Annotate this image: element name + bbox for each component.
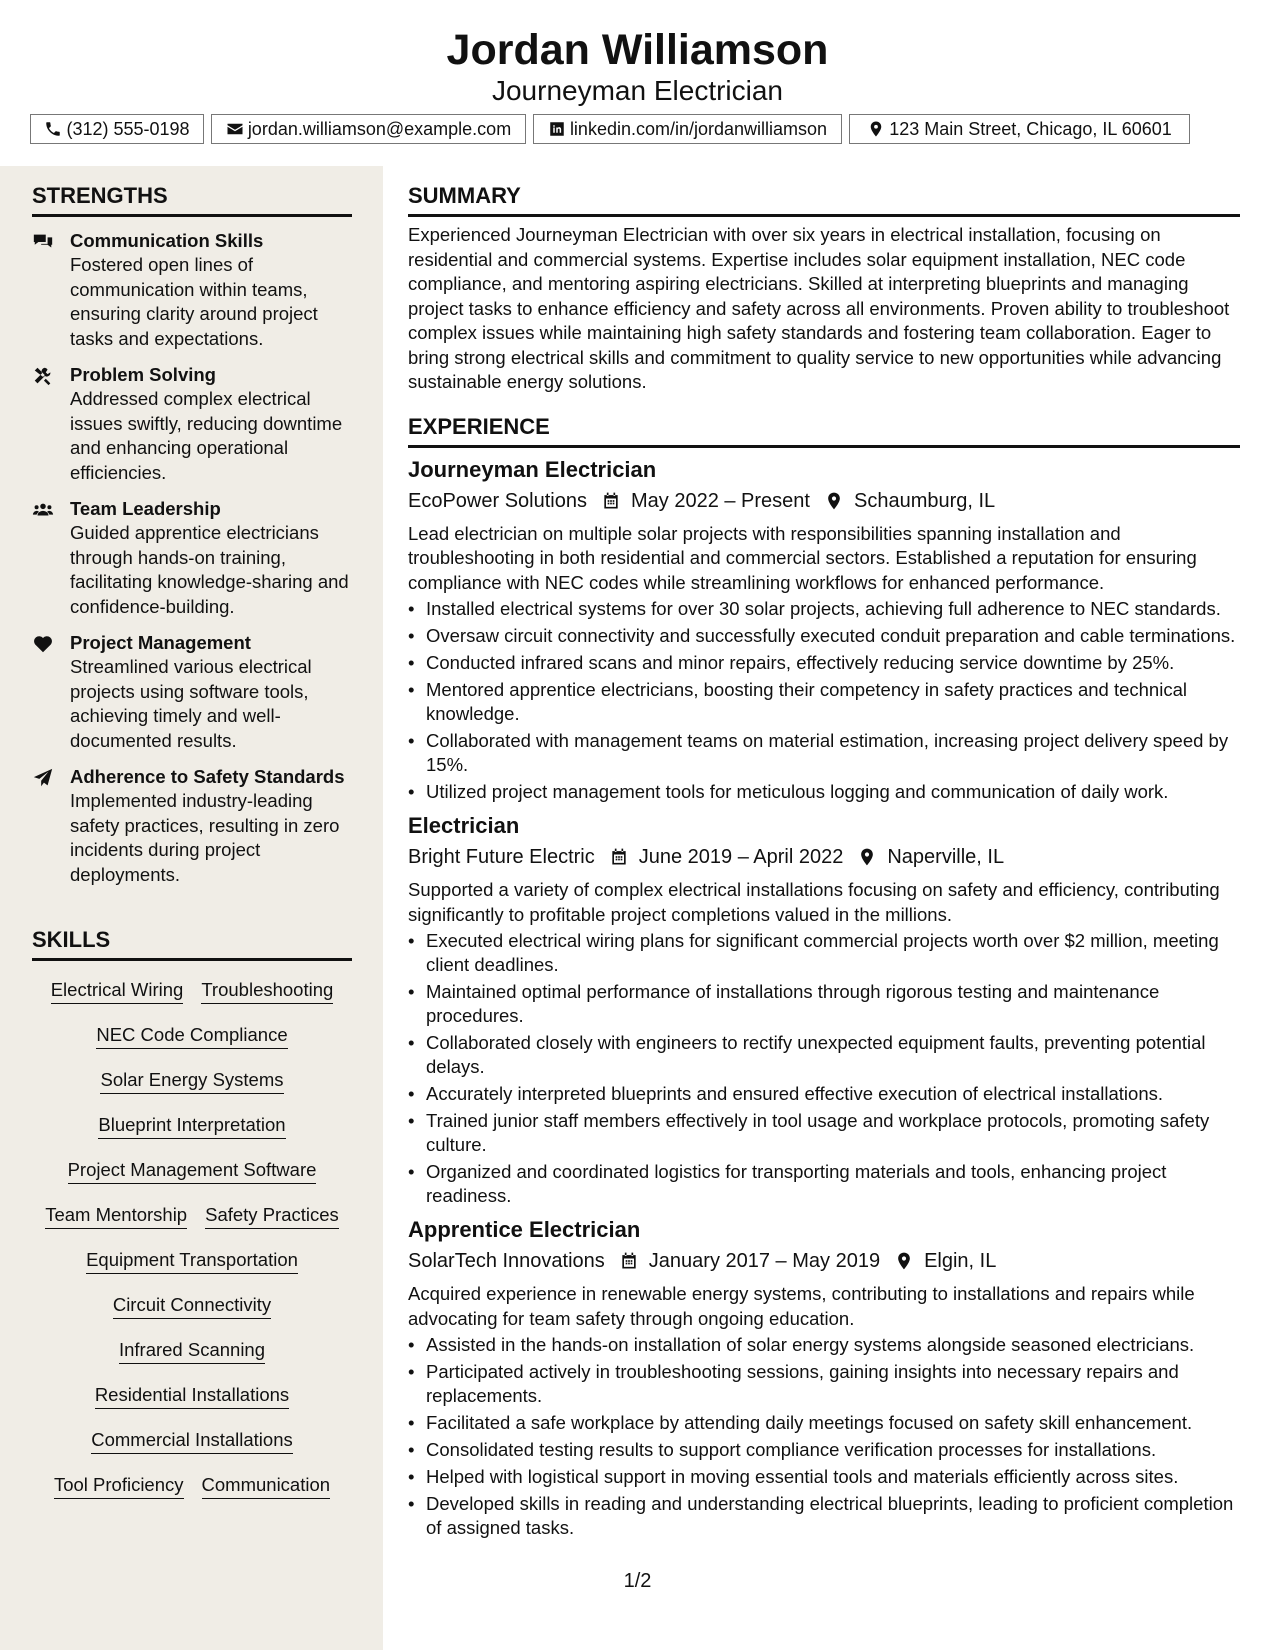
job-meta bbox=[408, 842, 1240, 872]
skill-tag: Equipment Transportation bbox=[86, 1247, 298, 1274]
strength-item bbox=[32, 765, 352, 887]
job-bullets bbox=[408, 929, 1240, 1208]
page-number: 1/2 bbox=[623, 1570, 652, 1592]
linkedin-text: linkedin.com/in/jordanwilliamson bbox=[569, 118, 828, 139]
paper-plane-icon bbox=[32, 767, 54, 789]
candidate-title: Journeyman Electrician bbox=[491, 75, 784, 106]
job-description: Supported a variety of complex electrical installations focusing on safety and efficiency, contributing significantly to profitable project completions valued in the millions. bbox=[408, 879, 1220, 925]
job-bullet: • Collaborated closely with engineers to rectify unexpected equipment faults, preventing potential delays. bbox=[408, 1031, 1240, 1079]
skills-heading: SKILLS bbox=[32, 926, 352, 961]
contact-email[interactable] bbox=[211, 114, 526, 144]
strength-title: Team Leadership bbox=[70, 498, 221, 519]
candidate-name: Jordan Williamson bbox=[446, 26, 829, 74]
skill-tag: Team Mentorship bbox=[45, 1202, 187, 1229]
skill-row bbox=[32, 1063, 352, 1108]
skill-row bbox=[32, 1153, 352, 1198]
strength-item bbox=[32, 497, 352, 619]
job-description: Acquired experience in renewable energy systems, contributing to installations and repairs while advocating for team safety through ongoing education. bbox=[408, 1283, 1195, 1329]
job-location: Schaumburg, IL bbox=[853, 489, 996, 512]
job-title: Electrician bbox=[408, 813, 520, 838]
strength-title: Adherence to Safety Standards bbox=[70, 766, 345, 787]
job-bullet: • Oversaw circuit connectivity and successfully executed conduit preparation and cable terminations. bbox=[408, 624, 1240, 648]
strength-desc: Addressed complex electrical issues swiftly, reducing downtime and enhancing operational efficiencies. bbox=[70, 388, 343, 483]
job-bullet: • Trained junior staff members effectively in tool usage and workplace protocols, promoting safety culture. bbox=[408, 1109, 1240, 1157]
summary-section bbox=[408, 182, 1240, 395]
strength-item bbox=[32, 631, 352, 753]
skill-tag: Circuit Connectivity bbox=[113, 1292, 271, 1319]
job-company: EcoPower Solutions bbox=[408, 489, 587, 512]
skill-row bbox=[32, 1333, 352, 1378]
strengths-heading: STRENGTHS bbox=[32, 182, 352, 217]
job-bullet: • Facilitated a safe workplace by attending daily meetings focused on safety skill enhancement. bbox=[408, 1411, 1240, 1435]
skill-tag: Solar Energy Systems bbox=[100, 1067, 283, 1094]
skills-list bbox=[32, 973, 352, 1513]
strength-item bbox=[32, 229, 352, 351]
job-bullet: • Accurately interpreted blueprints and ensured effective execution of electrical installations. bbox=[408, 1082, 1240, 1106]
job-bullet: • Consolidated testing results to support compliance verification processes for installations. bbox=[408, 1438, 1240, 1462]
skill-row bbox=[32, 1378, 352, 1423]
job-bullet: • Participated actively in troubleshooting sessions, gaining insights into necessary repairs and replacements. bbox=[408, 1360, 1240, 1408]
job-bullet: • Developed skills in reading and understanding electrical blueprints, leading to proficient completion of assigned tasks. bbox=[408, 1492, 1240, 1540]
job-dates: January 2017 – May 2019 bbox=[648, 1250, 881, 1272]
heart-icon bbox=[32, 633, 54, 655]
job-company: SolarTech Innovations bbox=[408, 1250, 605, 1272]
job-bullet: • Maintained optimal performance of installations through rigorous testing and maintenance procedures. bbox=[408, 980, 1240, 1028]
job-bullets bbox=[408, 1333, 1240, 1540]
users-icon bbox=[32, 499, 54, 521]
job-meta bbox=[408, 1246, 1240, 1276]
skill-tag: Residential Installations bbox=[95, 1382, 289, 1409]
email-text: jordan.williamson@example.com bbox=[247, 118, 512, 139]
job-entry bbox=[408, 1216, 1240, 1540]
map-marker-icon bbox=[824, 491, 844, 511]
job-meta bbox=[408, 486, 1240, 516]
summary-text: Experienced Journeyman Electrician with over six years in electrical installation, focusing on residential and commercial systems. Expertise includes solar equipment installation, NEC code compliance, and mentoring aspiring electricians. Skilled at interpreting blueprints and managing project tasks to enhance efficiency and safety across all environments. Proven ability to troubleshoot complex issues while maintaining high safety standards and fostering team collaboration. Eager to bring strong electrical skills and commitment to quality service to new opportunities while advancing sustainable energy solutions. bbox=[408, 224, 1230, 392]
address-text: 123 Main Street, Chicago, IL 60601 bbox=[889, 118, 1172, 139]
strength-title: Communication Skills bbox=[70, 230, 264, 251]
job-bullets bbox=[408, 597, 1240, 804]
job-location: Naperville, IL bbox=[887, 846, 1005, 868]
job-dates: May 2022 – Present bbox=[630, 489, 810, 512]
comments-icon bbox=[32, 231, 54, 253]
job-entry bbox=[408, 456, 1240, 805]
experience-section bbox=[408, 413, 1240, 1541]
main-content bbox=[408, 166, 1240, 1543]
contact-bar bbox=[30, 114, 1197, 144]
skill-tag: NEC Code Compliance bbox=[96, 1022, 287, 1049]
phone-icon bbox=[44, 120, 62, 138]
job-title: Journeyman Electrician bbox=[408, 456, 657, 482]
skill-row bbox=[32, 1018, 352, 1063]
strength-desc: Streamlined various electrical projects using software tools, achieving timely and well-documented results. bbox=[70, 656, 312, 751]
envelope-icon bbox=[226, 120, 244, 138]
calendar-icon bbox=[601, 491, 621, 511]
skill-tag: Commercial Installations bbox=[91, 1427, 293, 1454]
strength-desc: Fostered open lines of communication within teams, ensuring clarity around project tasks and expectations. bbox=[70, 254, 318, 349]
job-bullet: • Installed electrical systems for over 30 solar projects, achieving full adherence to NEC standards. bbox=[408, 597, 1240, 621]
skill-tag: Safety Practices bbox=[205, 1202, 339, 1229]
calendar-icon bbox=[619, 1251, 639, 1271]
phone-text: (312) 555-0198 bbox=[66, 118, 190, 139]
skill-row bbox=[32, 1288, 352, 1333]
job-bullet: • Utilized project management tools for meticulous logging and communication of daily work. bbox=[408, 780, 1240, 804]
strength-item bbox=[32, 363, 352, 485]
job-company: Bright Future Electric bbox=[408, 846, 595, 868]
skills-section bbox=[32, 926, 352, 1513]
contact-address bbox=[849, 114, 1190, 144]
skill-tag: Blueprint Interpretation bbox=[98, 1112, 285, 1139]
skill-row bbox=[32, 1198, 352, 1243]
skill-tag: Troubleshooting bbox=[201, 977, 333, 1004]
job-bullet: • Collaborated with management teams on material estimation, increasing project delivery speed by 15%. bbox=[408, 729, 1240, 777]
skill-tag: Communication bbox=[202, 1472, 331, 1499]
tools-icon bbox=[32, 365, 54, 387]
contact-phone[interactable] bbox=[30, 114, 204, 144]
map-marker-icon bbox=[857, 847, 877, 867]
job-bullet: • Assisted in the hands-on installation of solar energy systems alongside seasoned electricians. bbox=[408, 1333, 1240, 1357]
strength-title: Problem Solving bbox=[70, 364, 216, 385]
job-bullet: • Organized and coordinated logistics for transporting materials and tools, enhancing project readiness. bbox=[408, 1160, 1240, 1208]
strengths-section bbox=[32, 182, 352, 887]
skill-row bbox=[32, 1243, 352, 1288]
linkedin-icon bbox=[548, 120, 566, 138]
skill-row bbox=[32, 1423, 352, 1468]
job-entry bbox=[408, 812, 1240, 1208]
job-description: Lead electrician on multiple solar projects with responsibilities spanning installation and troubleshooting in both residential and commercial sectors. Established a reputation for ensuring compliance with NEC codes while streamlining workflows for enhanced performance. bbox=[408, 522, 1197, 593]
skill-tag: Project Management Software bbox=[68, 1157, 317, 1184]
sidebar bbox=[0, 166, 383, 1650]
map-marker-icon bbox=[894, 1251, 914, 1271]
calendar-icon bbox=[609, 847, 629, 867]
contact-linkedin[interactable] bbox=[533, 114, 842, 144]
job-list bbox=[408, 456, 1240, 1541]
experience-heading: EXPERIENCE bbox=[408, 413, 1240, 448]
skill-tag: Tool Proficiency bbox=[54, 1472, 184, 1499]
skill-row bbox=[32, 973, 352, 1018]
strength-desc: Implemented industry-leading safety practices, resulting in zero incidents during project deployments. bbox=[70, 790, 340, 885]
map-marker-icon bbox=[867, 120, 885, 138]
skill-tag: Electrical Wiring bbox=[51, 977, 184, 1004]
strength-desc: Guided apprentice electricians through hands-on training, facilitating knowledge-sharing and confidence-building. bbox=[70, 522, 349, 617]
job-location: Elgin, IL bbox=[924, 1250, 997, 1272]
skill-row bbox=[32, 1468, 352, 1513]
job-bullet: • Executed electrical wiring plans for significant commercial projects worth over $2 million, meeting client deadlines. bbox=[408, 929, 1240, 977]
job-bullet: • Mentored apprentice electricians, boosting their competency in safety practices and technical knowledge. bbox=[408, 678, 1240, 726]
job-title: Apprentice Electrician bbox=[408, 1217, 641, 1242]
skill-tag: Infrared Scanning bbox=[119, 1337, 265, 1364]
skill-row bbox=[32, 1108, 352, 1153]
job-bullet: • Conducted infrared scans and minor repairs, effectively reducing service downtime by 25%. bbox=[408, 651, 1240, 675]
summary-heading: SUMMARY bbox=[408, 182, 1240, 217]
strength-title: Project Management bbox=[70, 632, 251, 653]
job-bullet: • Helped with logistical support in moving essential tools and materials efficiently across sites. bbox=[408, 1465, 1240, 1489]
job-dates: June 2019 – April 2022 bbox=[638, 846, 844, 868]
